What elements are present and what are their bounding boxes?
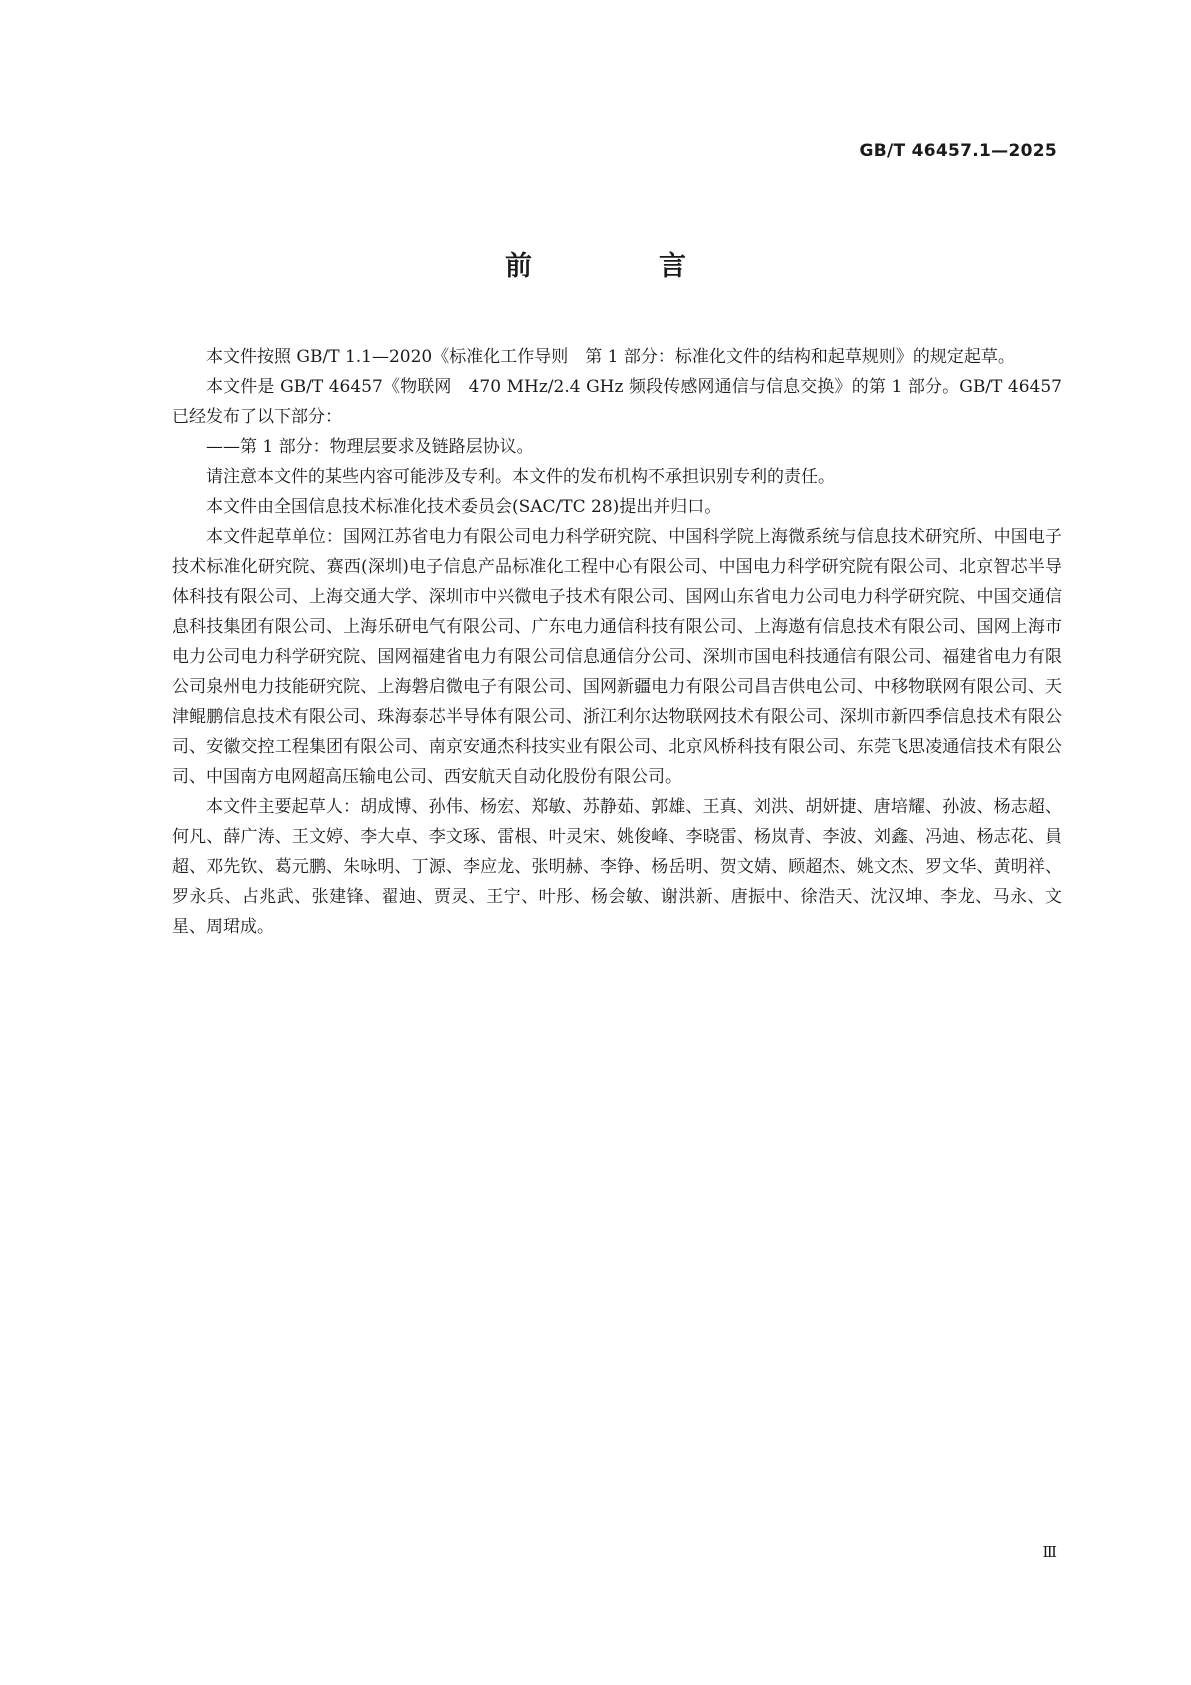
page-number: Ⅲ: [1042, 1543, 1057, 1561]
paragraph-proposed-by: 本文件由全国信息技术标准化技术委员会(SAC/TC 28)提出并归口。: [206, 497, 722, 517]
paragraph-drafters: 本文件主要起草人：胡成博、孙伟、杨宏、郑敏、苏静茹、郭雄、王真、刘洪、胡妍捷、唐培耀、孙波、杨志超、何凡、薛广涛、王文婷、李大卓、李文琢、雷根、叶灵宋、姚俊峰、李晓雷、杨岚青、李波、刘鑫、冯迪、杨志花、員超、邓先钦、葛元鹏、朱咏明、丁源、李应龙、张明赫、李铮、杨岳明、贺文婧、顾超杰、姚文杰、罗文华、黄明祥、罗永兵、占兆武、张建锋、翟迪、贾灵、王宁、叶彤、杨会敏、谢洪新、唐振中、徐浩天、沈汉坤、李龙、马永、文星、周珺成。: [172, 797, 1062, 937]
page-title: 前 言: [505, 251, 736, 282]
standard-code: GB/T 46457.1—2025: [859, 141, 1057, 161]
paragraph-drafting-rules: 本文件按照 GB/T 1.1—2020《标准化工作导则 第 1 部分：标准化文件的结构和起草规则》的规定起草。: [206, 347, 1015, 367]
paragraph-drafting-organizations: 本文件起草单位：国网江苏省电力有限公司电力科学研究院、中国科学院上海微系统与信息技术研究所、中国电子技术标准化研究院、赛西(深圳)电子信息产品标准化工程中心有限公司、中国电力科学研究院有限公司、北京智芯半导体科技有限公司、上海交通大学、深圳市中兴微电子技术有限公司、国网山东省电力公司电力科学研究院、中国交通信息科技集团有限公司、上海乐研电气有限公司、广东电力通信科技有限公司、上海遨有信息技术有限公司、国网上海市电力公司电力科学研究院、国网福建省电力有限公司信息通信分公司、深圳市国电科技通信有限公司、福建省电力有限公司泉州电力技能研究院、上海磐启微电子有限公司、国网新疆电力有限公司昌吉供电公司、中移物联网有限公司、天津鲲鹏信息技术有限公司、珠海泰芯半导体有限公司、浙江利尔达物联网技术有限公司、深圳市新四季信息技术有限公司、安徽交控工程集团有限公司、南京安通杰科技实业有限公司、北京风桥科技有限公司、东莞飞思凌通信技术有限公司、中国南方电网超高压输电公司、西安航天自动化股份有限公司。: [172, 527, 1062, 787]
paragraph-patent-notice: 请注意本文件的某些内容可能涉及专利。本文件的发布机构不承担识别专利的责任。: [206, 467, 835, 487]
paragraph-series-part: 本文件是 GB/T 46457《物联网 470 MHz/2.4 GHz 频段传感网通信与信息交换》的第 1 部分。GB/T 46457 已经发布了以下部分：: [172, 377, 1062, 427]
foreword-body: [172, 342, 1062, 942]
paragraph-part-list: ——第 1 部分：物理层要求及链路层协议。: [206, 437, 534, 457]
